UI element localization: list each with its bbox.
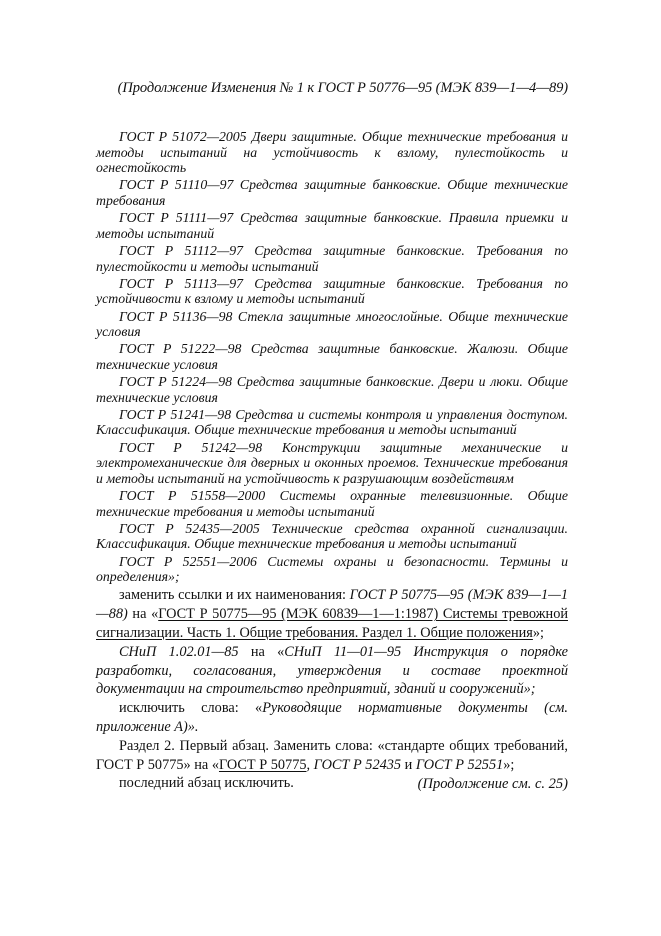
document-body [96, 129, 568, 793]
snip-new: СНиП 11—01—95 Инструкция о порядке разработки, согласования, утверждения и составе проектной документации на строительство предприятий, зданий и сооружений»; [96, 643, 569, 698]
snip-on: на « [238, 643, 285, 660]
snip-paragraph [96, 643, 568, 699]
last-paragraph-instruction: последний абзац исключить. [119, 775, 294, 792]
section2-ref1: ГОСТ Р 50775 [218, 756, 307, 773]
reference-item: ГОСТ Р 51072—2005 Двери защитные. Общие технические требования и методы испытаний на устойчивость к взлому, пулестойкость и огнестойкость [96, 129, 568, 176]
section2-ref3: ГОСТ Р 52551 [415, 756, 504, 773]
reference-item: ГОСТ Р 51241—98 Средства и системы контроля и управления доступом. Классификация. Общие технические требования и методы испытаний [96, 406, 568, 438]
page-footer: (Продолжение см. с. 25) [417, 776, 568, 792]
exclude-words-paragraph [96, 699, 568, 737]
reference-item: ГОСТ Р 52435—2005 Технические средства охранной сигнализации. Классификация. Общие технические требования и методы испытаний [96, 520, 568, 552]
old-reference: ГОСТ Р 50775—95 (МЭК 839—1—1—88) [96, 587, 568, 623]
section2-paragraph [96, 737, 568, 775]
snip-old: СНиП 1.02.01—85 [119, 643, 239, 660]
reference-item: ГОСТ Р 52551—2006 Системы охраны и безопасности. Термины и определения»; [96, 553, 568, 585]
section2-ref2: ГОСТ Р 52435 [313, 756, 402, 773]
reference-item: ГОСТ Р 51242—98 Конструкции защитные механические и электромеханические для дверных и оконных проемов. Технические требования и методы испытаний на устойчивость к разрушающим воздействиям [96, 439, 568, 486]
reference-item: ГОСТ Р 51136—98 Стекла защитные многослойные. Общие технические условия [96, 308, 568, 340]
replace-tail: »; [532, 624, 545, 641]
reference-item: ГОСТ Р 51111—97 Средства защитные банковские. Правила приемки и методы испытаний [96, 210, 568, 241]
new-reference: ГОСТ Р 50775—95 (МЭК 60839—1—1:1987) Системы тревожной сигнализации. Часть 1. Общие требования. Раздел 1. Общие положения [96, 606, 568, 641]
reference-item: ГОСТ Р 51224—98 Средства защитные банковские. Двери и люки. Общие технические условия [96, 374, 568, 405]
reference-item: ГОСТ Р 51558—2000 Системы охранные телевизионные. Общие технические требования и методы испытаний [96, 488, 568, 519]
page-header: (Продолжение Изменения № 1 к ГОСТ Р 50776—95 (МЭК 839—1—4—89) [117, 80, 568, 96]
reference-item: ГОСТ Р 51222—98 Средства защитные банковские. Жалюзи. Общие технические условия [96, 341, 568, 372]
exclude-text: Руководящие нормативные документы (см. приложение А)». [96, 700, 568, 735]
reference-item: ГОСТ Р 51110—97 Средства защитные банковские. Общие технические требования [96, 177, 568, 208]
exclude-lead: исключить слова: « [119, 700, 263, 717]
reference-item: ГОСТ Р 51112—97 Средства защитные банковские. Требования по пулестойкости и методы испытаний [96, 242, 568, 274]
section2-tail: »; [503, 756, 515, 773]
replace-on: на « [127, 606, 159, 623]
replace-lead: заменить ссылки и их наименования: [119, 587, 350, 604]
section2-sep2: и [401, 756, 416, 773]
reference-item: ГОСТ Р 51113—97 Средства защитные банковские. Требования по устойчивости к взлому и методы испытаний [96, 275, 568, 307]
replace-references-paragraph [96, 586, 568, 642]
section2-lead: Раздел 2. Первый абзац. Заменить слова: «стандарте общих требований, ГОСТ Р 50775» на « [96, 737, 568, 773]
section2-sep1: , [306, 756, 314, 773]
